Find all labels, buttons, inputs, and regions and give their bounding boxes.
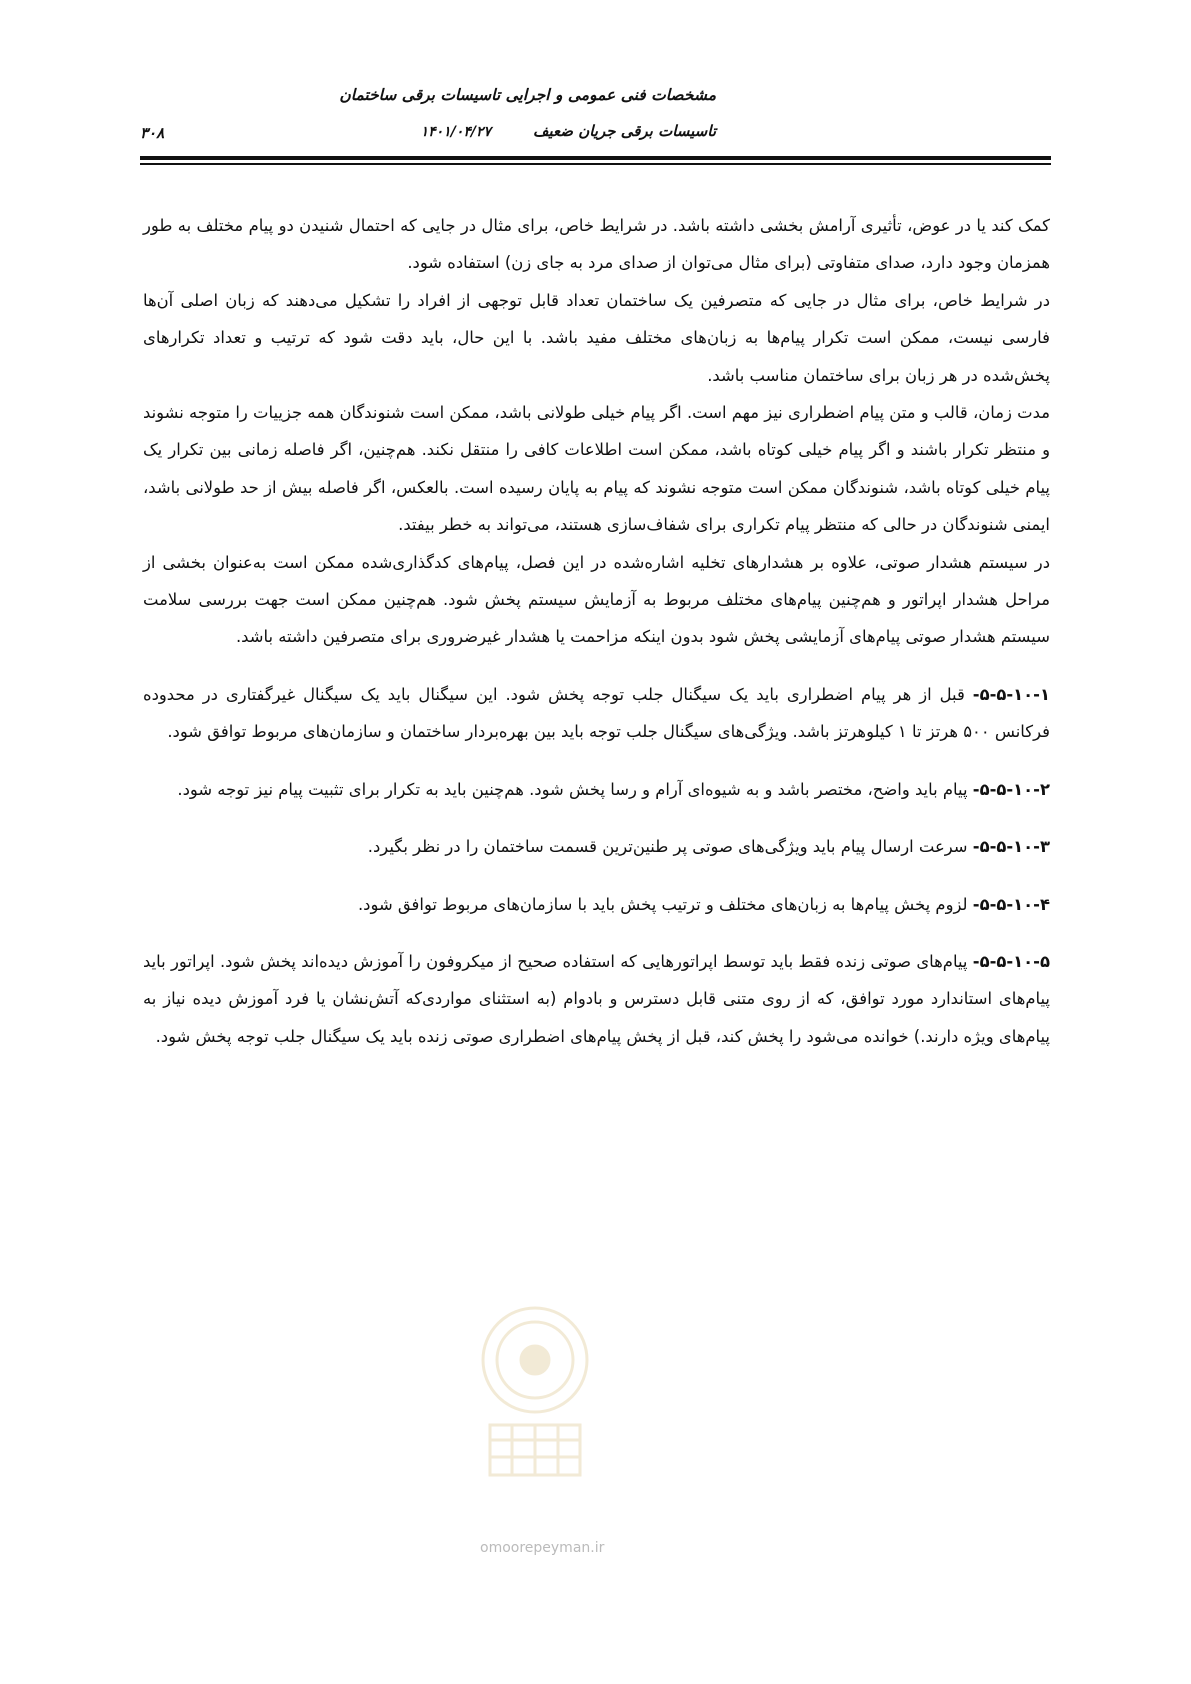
header-date: ۱۴۰۱/۰۴/۲۷ xyxy=(420,124,491,140)
watermark-seal-icon xyxy=(470,1285,600,1485)
clause-number: ۵-۵-۱۰-۳- xyxy=(972,837,1050,857)
clause-text: لزوم پخش پیام‌ها به زبان‌های مختلف و ترتیب پخش باید با سازمان‌های مربوط توافق شود. xyxy=(357,894,973,914)
clause-number: ۵-۵-۱۰-۵- xyxy=(972,951,1050,971)
clause-text: پیام باید واضح، مختصر باشد و به شیوه‌ای آرام و رسا پخش شود. هم‌چنین باید به تکرار برای تثبیت پیام نیز توجه شود. xyxy=(177,779,973,799)
clause-number: ۵-۵-۱۰-۲- xyxy=(972,779,1050,799)
paragraph: مدت زمان، قالب و متن پیام اضطراری نیز مهم است. اگر پیام خیلی طولانی باشد، ممکن است شنوندگان همه جزییات را متوجه نشوند و منتظر تکرار باشند و اگر پیام خیلی کوتاه باشد، ممکن است اطلاعات کافی را منتقل نکند. هم‌چنین، اگر فاصله زمانی بین تکرار یک پیام خیلی کوتاه باشد، شنوندگان ممکن است متوجه نشوند که پیام به پایان رسیده است. بالعکس، اگر فاصله بیش از حد طولانی باشد، ایمنی شنوندگان در حالی که منتظر پیام تکراری برای شفاف‌سازی هستند، می‌تواند به خطر بیفتد. xyxy=(143,403,1050,535)
clause-1 xyxy=(143,676,1050,751)
clause-number: ۵-۵-۱۰-۱- xyxy=(972,684,1050,704)
section-subtitle: تاسیسات برقی جریان ضعیف xyxy=(532,122,716,140)
clause-text: سرعت ارسال پیام باید ویژگی‌های صوتی پر طنین‌ترین قسمت ساختمان را در نظر بگیرد. xyxy=(367,837,973,857)
paragraph: در سیستم هشدار صوتی، علاوه بر هشدارهای تخلیه اشاره‌شده در این فصل، پیام‌های کدگذاری‌شده ممکن است به‌عنوان بخشی از مراحل هشدار اپراتور و هم‌چنین پیام‌های مختلف مربوط به آزمایش سیستم پخش شود. هم‌چنین ممکن است جهت بررسی سلامت سیستم هشدار صوتی پیام‌های آزمایشی پخش شود بدون اینکه مزاحمت یا هشدار غیرضروری برای متصرفین داشته باشد. xyxy=(143,552,1050,647)
document-title: مشخصات فنی عمومی و اجرایی تاسیسات برقی ساختمان xyxy=(339,86,716,104)
body-text xyxy=(143,207,1050,1055)
paragraph: کمک کند یا در عوض، تأثیری آرامش بخشی داشته باشد. در شرایط خاص، برای مثال در جایی که احتمال شنیدن دو پیام مختلف به طور همزمان وجود دارد، صدای متفاوتی (برای مثال می‌توان از صدای مرد به جای زن) استفاده شود. xyxy=(143,216,1050,273)
header-rule-thick xyxy=(140,156,1051,160)
page-header xyxy=(140,78,1051,168)
clause-number: ۵-۵-۱۰-۴- xyxy=(972,894,1050,914)
clause-3 xyxy=(143,828,1050,865)
clause-5 xyxy=(143,943,1050,1055)
page-number: ۳۰۸ xyxy=(140,124,165,142)
watermark-text: omoorepeyman.ir xyxy=(480,1540,605,1556)
header-rule-thin xyxy=(140,163,1051,165)
clause-text: قبل از هر پیام اضطراری باید یک سیگنال جلب توجه پخش شود. این سیگنال باید یک سیگنال غیرگفتاری در محدوده فرکانس ۵۰۰ هرتز تا ۱ کیلوهرتز باشد. ویژگی‌های سیگنال جلب توجه باید بین بهره‌بردار ساختمان و سازمان‌های مربوط توافق شود. xyxy=(143,684,1050,742)
clause-text: پیام‌های صوتی زنده فقط باید توسط اپراتورهایی که استفاده صحیح از میکروفون را آموزش دیده‌اند پخش شود. اپراتور باید پیام‌های استاندارد مورد توافق، که از روی متنی قابل دسترس و بادوام (به استثنای مواردی‌که آتش‌نشان یا فرد آموزش دیده نیاز به پیام‌های ویژه دارند.) خوانده می‌شود را پخش کند، قبل از پخش پیام‌های اضطراری صوتی زنده باید یک سیگنال جلب توجه پخش شود. xyxy=(143,951,1050,1046)
paragraph: در شرایط خاص، برای مثال در جایی که متصرفین یک ساختمان تعداد قابل توجهی از افراد را تشکیل می‌دهند که زبان اصلی آن‌ها فارسی نیست، ممکن است تکرار پیام‌ها به زبان‌های مختلف مفید باشد. با این حال، باید دقت شود که ترتیب و تعداد تکرارهای پخش‌شده در هر زبان برای ساختمان مناسب باشد. xyxy=(143,290,1050,385)
clause-2 xyxy=(143,771,1050,808)
clause-4 xyxy=(143,886,1050,923)
